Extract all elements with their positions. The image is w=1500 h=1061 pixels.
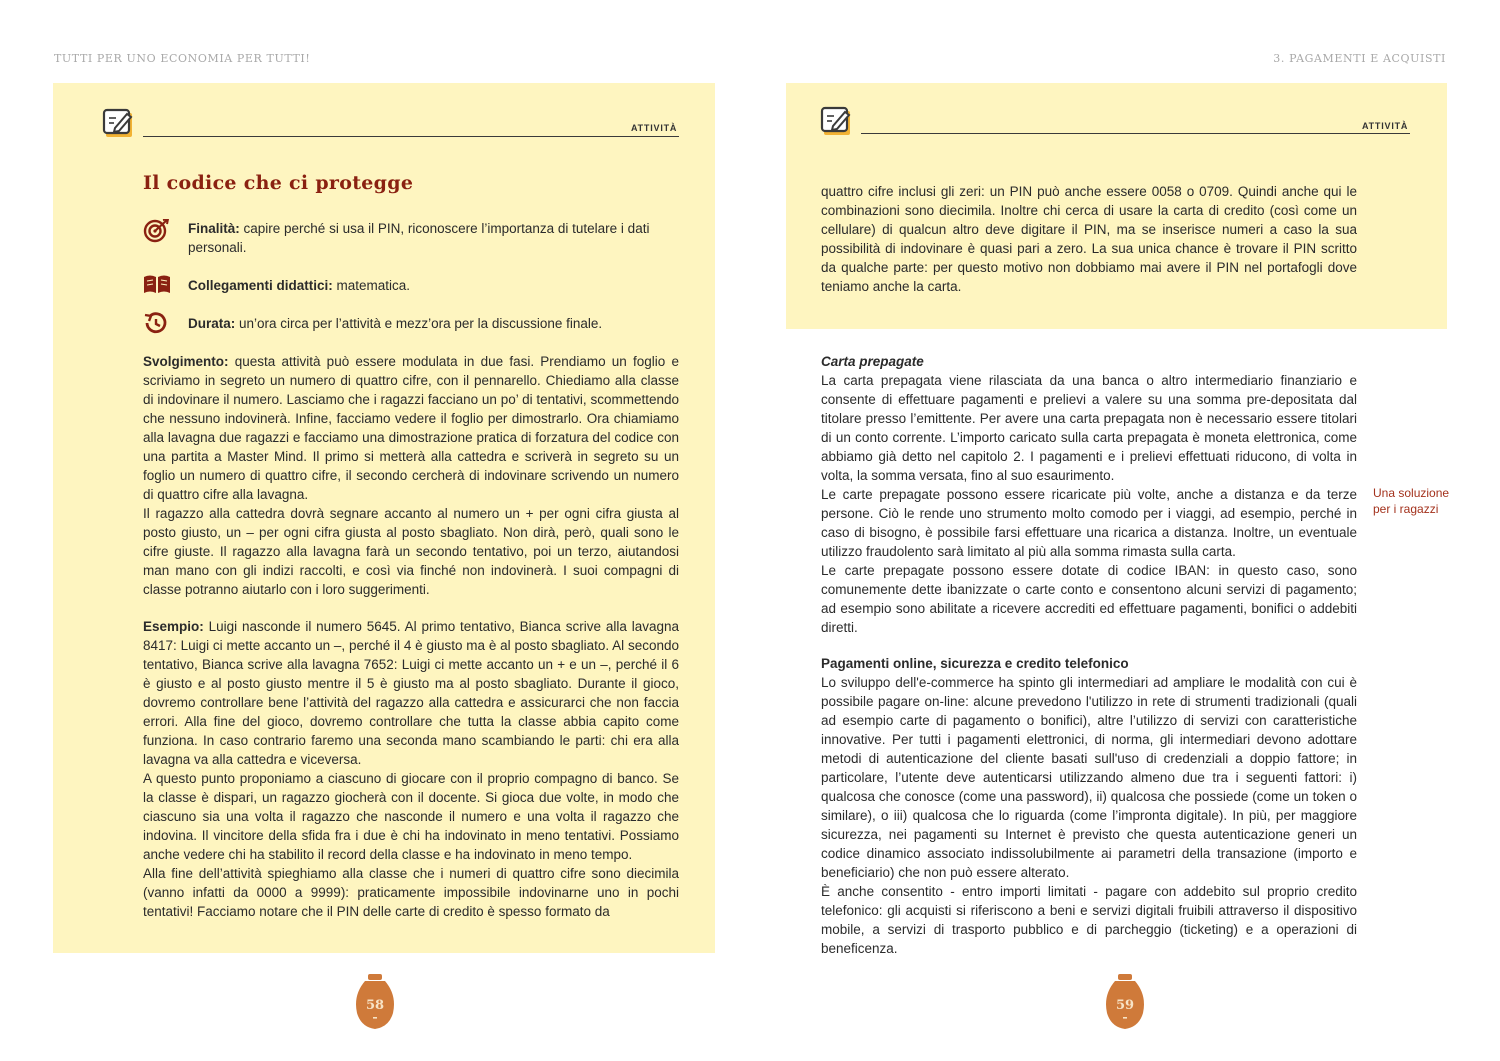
online-heading: Pagamenti online, sicurezza e credito telefonico [821,656,1129,671]
info-finalita [143,219,688,257]
online-paragraph-1: Lo sviluppo dell'e-commerce ha spinto gli intermediari ad ampliare le modalità con cui è possibile pagare on-line: alcune prevedono l'utilizzo in rete di strumenti tradizionali (quali ad esempio carte di pagamento o bonifici), altre l’utilizzo di servizi con caratteristiche innovative. Per tutti i pagamenti elettronici, di norma, gli intermediari devono adottare metodi di autenticazione del cliente basati sull'uso di credenziali a doppio fattore; in particolare, l’utente deve autenticarsi utilizzando almeno due tra i seguenti fattori: i) qualcosa che conosce (come una password), ii) qualcosa che possiede (come un token o similare), o iii) qualcosa che lo riguarda (come l’impronta digitale). In più, per maggiore sicurezza, nei pagamenti su Internet è previsto che questa autenticazione generi un codice dinamico associato indissolubilmente ai parametri della transazione (importo e beneficiario) che non può essere alterato. [821,675,1357,880]
page-number-right: 59 [1115,998,1135,1013]
info-collegamenti [143,276,688,295]
clock-history-icon [143,311,171,335]
prepagate-section [821,352,1357,637]
activity-title: Il codice che ci protegge [143,172,414,194]
side-note: Una soluzione per i ragazzi [1373,486,1450,516]
prepagate-heading: Carta prepagate [821,354,924,369]
prepagate-paragraph-2: Le carte prepagate possono essere ricaricate più volte, anche a distanza e da terze persone. Ciò le rende uno strumento molto comodo per i viaggi, ad esempio, perché in caso di bisogno, è possibile farsi effettuare una ricarica a distanza. Inoltre, un eventuale utilizzo fraudolento sarà limitato al più alla somma rimasta sulla carta. [821,487,1357,559]
prepagate-paragraph-3: Le carte prepagate possono essere dotate di codice IBAN: in questo caso, sono comunemente dette ibanizzate o carte conto e consentono alcuni servizi di pagamento; ad esempio sono abilitate a ricevere accrediti ed effettuare pagamenti, bonifici o addebiti diretti. [821,563,1357,635]
finalita-label: Finalità: [188,221,240,236]
edit-note-icon [101,106,135,140]
activity-rule [861,133,1410,134]
activity-label: ATTIVITÀ [631,123,678,133]
activity-rule [143,136,679,137]
durata-label: Durata: [188,316,236,331]
target-icon [143,219,171,243]
svolgimento-label: Svolgimento: [143,354,229,369]
page-number-left: 58 [365,998,385,1013]
esempio-paragraph-3: Alla fine dell’attività spieghiamo alla classe che i numeri di quattro cifre sono diecimila (vanno infatti da 0000 a 9999): praticamente impossibile indovinarne uno in pochi tentativi! Facciamo notare che il PIN delle carte di credito è spesso formato da [143,866,679,919]
activity-label: ATTIVITÀ [1362,121,1409,131]
info-durata [143,314,688,333]
esempio-paragraph-2: A questo punto proponiamo a ciascuno di giocare con il proprio compagno di banco. Se la classe è dispari, un ragazzo giocherà con il docente. Si gioca due volte, in modo che ciascuno sia una volta il ragazzo che nasconde il numero e una volta il ragazzo che indovina. Il vincitore della sfida fra i due è chi ha indovinato in meno tentativi. Possiamo anche vedere chi ha stabilito il record della classe e ha indovinato in meno tempo. [143,771,679,862]
durata-text: un’ora circa per l’attività e mezz’ora per la discussione finale. [235,316,603,331]
svolgimento-text: questa attività può essere modulata in due fasi. Prendiamo un foglio e scriviamo in segreto un numero di quattro cifre, con il pennarello. Chiediamo alla classe di indovinare il numero. Lasciamo che i ragazzi facciano un po’ di tentativi, scommettendo che nessuno indovinerà. Infine, facciamo vedere il foglio per dimostrarlo. Ora chiamiamo alla lavagna due ragazzi e facciamo una dimostrazione pratica di forzatura del codice con una partita a Master Mind. Il primo si metterà alla cattedra e scriverà in segreto su un foglio un numero di quattro cifre, il secondo cercherà di indovinare scrivendo un numero di quattro cifre alla lavagna. [143,354,679,502]
online-paragraph-2: È anche consentito - entro importi limitati - pagare con addebito sul proprio credito telefonico: gli acquisti si riferiscono a beni e servizi digitali fruibili attraverso il dispositivo mobile, a servizi di trasporto pubblico e di parcheggio (ticketing) e a operazioni di beneficenza. [821,884,1357,956]
online-section [821,654,1357,958]
edit-note-icon [819,104,853,138]
esempio-label: Esempio: [143,619,204,634]
right-running-title: 3. PAGAMENTI E ACQUISTI [1273,52,1446,65]
esempio-text: Luigi nasconde il numero 5645. Al primo tentativo, Bianca scrive alla lavagna 8417: Luigi ci mette accanto un –, perché il 4 è giusto ma è al posto sbagliato. Al secondo tentativo, Bianca scrive alla lavagna 7652: Luigi ci mette accanto un + e un –, perché il 6 è giusto e al posto giusto mentre il 5 è giusto ma al posto sbagliato. Durante il gioco, dovremo controllare bene l’attività del ragazzo alla cattedra e assicurarci che non faccia errori. Alla fine del gioco, dovremo controllare che tutta la classe abbia capito come funziona. In caso contrario faremo una seconda mano scambiando le parti: chi era alla lavagna va alla cattedra e viceversa. [143,619,679,767]
finalita-text: capire perché si usa il PIN, riconoscere l’importanza di tutelare i dati personali. [188,221,650,255]
left-running-title: TUTTI PER UNO ECONOMIA PER TUTTI! [54,52,311,65]
svolgimento-section [143,352,679,599]
prepagate-paragraph-1: La carta prepagata viene rilasciata da una banca o altro intermediario finanziario e consente di effettuare pagamenti e prelievi a valere su una somma pre-depositata dal titolare presso l’emittente. Per avere una carta prepagata non è necessario essere titolari di un conto corrente. L’importo caricato sulla carta prepagata è moneta elettronica, come abbiamo già detto nel capitolo 2. I pagamenti e i prelievi effettuati riducono, di volta in volta, la somma versata, fino al suo esaurimento. [821,373,1357,483]
open-book-icon [143,273,171,297]
activity-continuation: quattro cifre inclusi gli zeri: un PIN può anche essere 0058 o 0709. Quindi anche qui le combinazioni sono diecimila. Inoltre chi cerca di usare la carta di credito (così come un cellulare) di qualcun altro deve digitare il PIN, ma se inserisce numeri a caso la sua possibilità di indovinare è quasi pari a zero. La sua unica chance è trovare il PIN scritto da qualche parte: per questo motivo non dobbiamo mai avere il PIN nel portafogli dove teniamo anche la carta. [821,184,1357,294]
collegamenti-text: matematica. [332,278,411,293]
collegamenti-label: Collegamenti didattici: [188,278,333,293]
esempio-section [143,617,679,921]
svolgimento-paragraph-2: Il ragazzo alla cattedra dovrà segnare accanto al numero un + per ogni cifra giusta al posto giusto, un – per ogni cifra giusta al posto sbagliato. Non dirà, però, quali sono le cifre giuste. Il ragazzo alla lavagna farà un secondo tentativo, poi un terzo, aiutandosi man mano con gli indizi raccolti, e così via finché non indovinerà. I suoi compagni di classe potranno aiutarlo con i loro suggerimenti. [143,506,679,597]
